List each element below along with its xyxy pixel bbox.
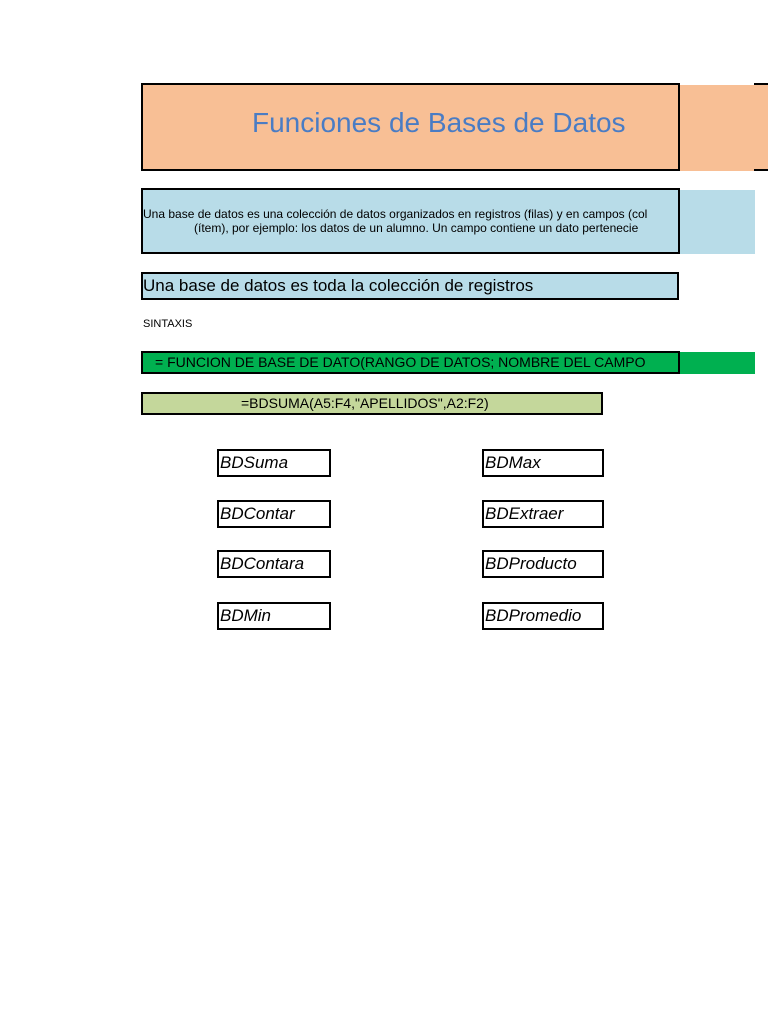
syntax-cell-border [678, 351, 680, 374]
record-note: Una base de datos es toda la colección de registros [143, 276, 534, 295]
function-cell-bdmin: BDMin [217, 602, 331, 630]
syntax-cell-overflow [679, 352, 755, 374]
description-line-1: Una base de datos es una colección de datos organizados en registros (filas) y en campos (col [143, 207, 648, 221]
function-cell-bdpromedio: BDPromedio [482, 602, 604, 630]
description-cell-border [678, 188, 680, 254]
page-title: Funciones de Bases de Datos [252, 107, 626, 138]
function-cell-bdsuma: BDSuma [217, 449, 331, 477]
syntax-text: = FUNCION DE BASE DE DATO(RANGO DE DATOS; NOMBRE DEL CAMPO [155, 354, 646, 370]
description-cell-overflow [678, 190, 755, 254]
function-cell-bdcontara: BDContara [217, 550, 331, 578]
function-cell-bdextraer: BDExtraer [482, 500, 604, 528]
example-formula: =BDSUMA(A5:F4,"APELLIDOS",A2:F2) [241, 395, 489, 411]
sintaxis-label: SINTAXIS [143, 318, 193, 330]
function-cell-bdmax: BDMax [482, 449, 604, 477]
title-cell-overflow [680, 85, 754, 171]
description-line-2: (ítem), por ejemplo: los datos de un alumno. Un campo contiene un dato pertenecie [194, 221, 639, 235]
function-cell-bdproducto: BDProducto [482, 550, 604, 578]
title-cell-border [678, 83, 680, 171]
function-cell-bdcontar: BDContar [217, 500, 331, 528]
